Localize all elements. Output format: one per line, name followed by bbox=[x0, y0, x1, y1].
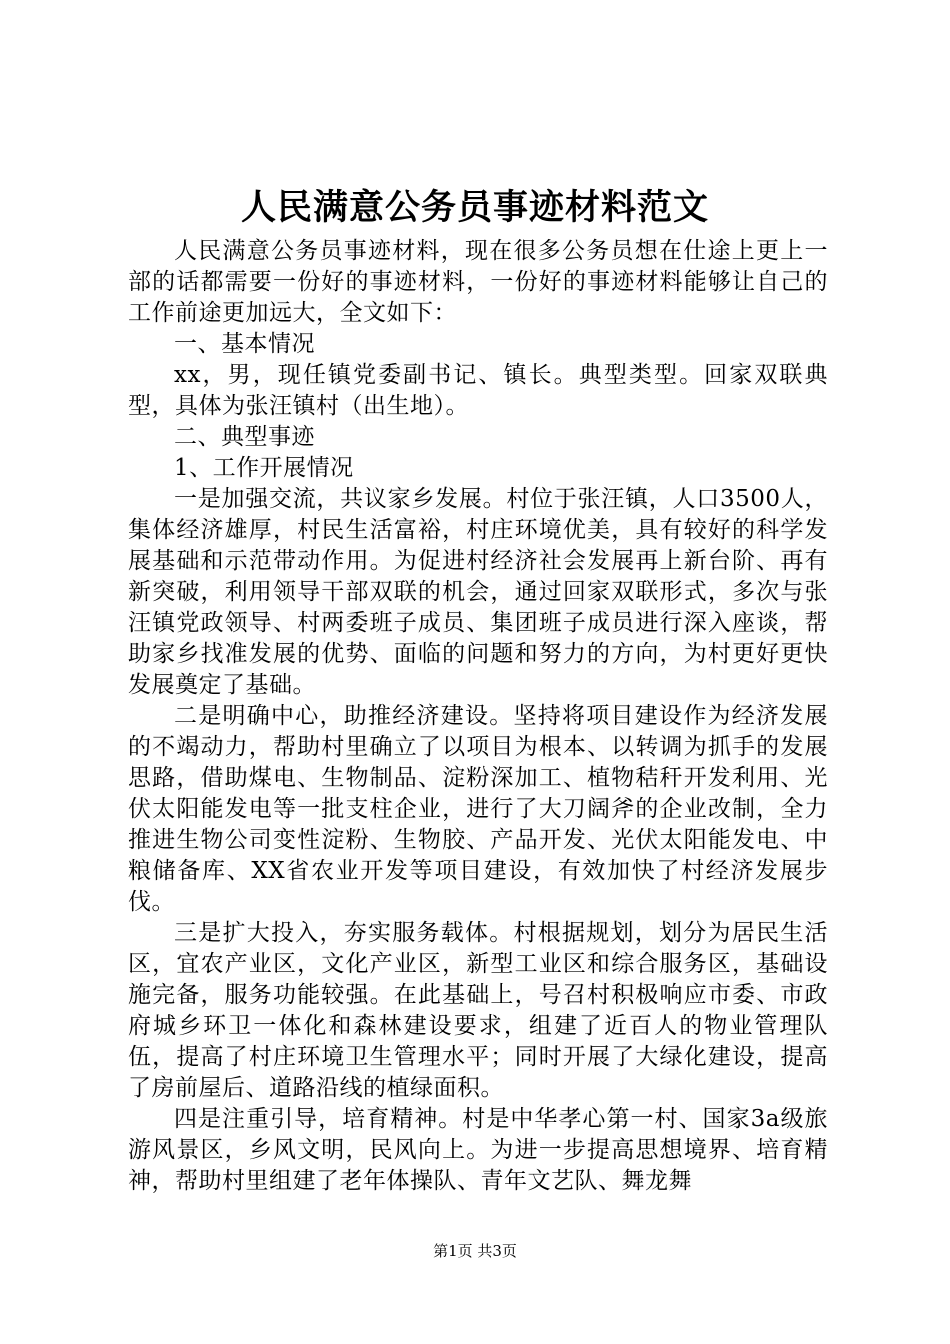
paragraph-exchange: 一是加强交流，共议家乡发展。村位于张汪镇，人口3500人，集体经济雄厚，村民生活富裕，村庄环境优美，具有较好的科学发展基础和示范带动作用。为促进村经济社会发展再上新台阶、再有新突破，利用领导干部双联的机会，通过回家双联形式，多次与张汪镇党政领导、村两委班子成员、集团班子成员进行深入座谈，帮助家乡找准发展的优势、面临的问题和努力的方向，为村更好更快发展奠定了基础。 bbox=[128, 486, 828, 698]
section-heading-basic-info: 一、基本情况 bbox=[174, 331, 315, 357]
paragraph-investment: 三是扩大投入，夯实服务载体。村根据规划，划分为居民生活区，宜农产业区，文化产业区，新型工业区和综合服务区，基础设施完备，服务功能较强。在此基础上，号召村积极响应市委、市政府城乡环卫一体化和森林建设要求，组建了近百人的物业管理队伍，提高了村庄环境卫生管理水平；同时开展了大绿化建设，提高了房前屋后、道路沿线的植绿面积。 bbox=[128, 920, 828, 1101]
document-body bbox=[128, 236, 828, 1197]
document-title: 人民满意公务员事迹材料范文 bbox=[240, 187, 709, 228]
paragraph-basic-info: xx，男，现任镇党委副书记、镇长。典型类型。回家双联典型，具体为张汪镇村（出生地）。 bbox=[128, 362, 828, 419]
page-number: 第1页 共3页 bbox=[433, 1242, 517, 1260]
section-heading-deeds: 二、典型事迹 bbox=[174, 424, 315, 450]
paragraph-intro: 人民满意公务员事迹材料，现在很多公务员想在仕途上更上一部的话都需要一份好的事迹材料，一份好的事迹材料能够让自己的工作前途更加远大，全文如下： bbox=[128, 238, 828, 326]
paragraph-economy: 二是明确中心，助推经济建设。坚持将项目建设作为经济发展的不竭动力，帮助村里确立了以项目为根本、以转调为抓手的发展思路，借助煤电、生物制品、淀粉深加工、植物秸秆开发利用、光伏太阳能发电等一批支柱企业，进行了大刀阔斧的企业改制，全力推进生物公司变性淀粉、生物胶、产品开发、光伏太阳能发电、中粮储备库、XX省农业开发等项目建设，有效加快了村经济发展步伐。 bbox=[128, 703, 828, 915]
paragraph-spirit: 四是注重引导，培育精神。村是中华孝心第一村、国家3a级旅游风景区，乡风文明，民风向上。为进一步提高思想境界、培育精神，帮助村里组建了老年体操队、青年文艺队、舞龙舞 bbox=[128, 1106, 828, 1194]
subheading-work-progress: 1、工作开展情况 bbox=[174, 455, 354, 481]
